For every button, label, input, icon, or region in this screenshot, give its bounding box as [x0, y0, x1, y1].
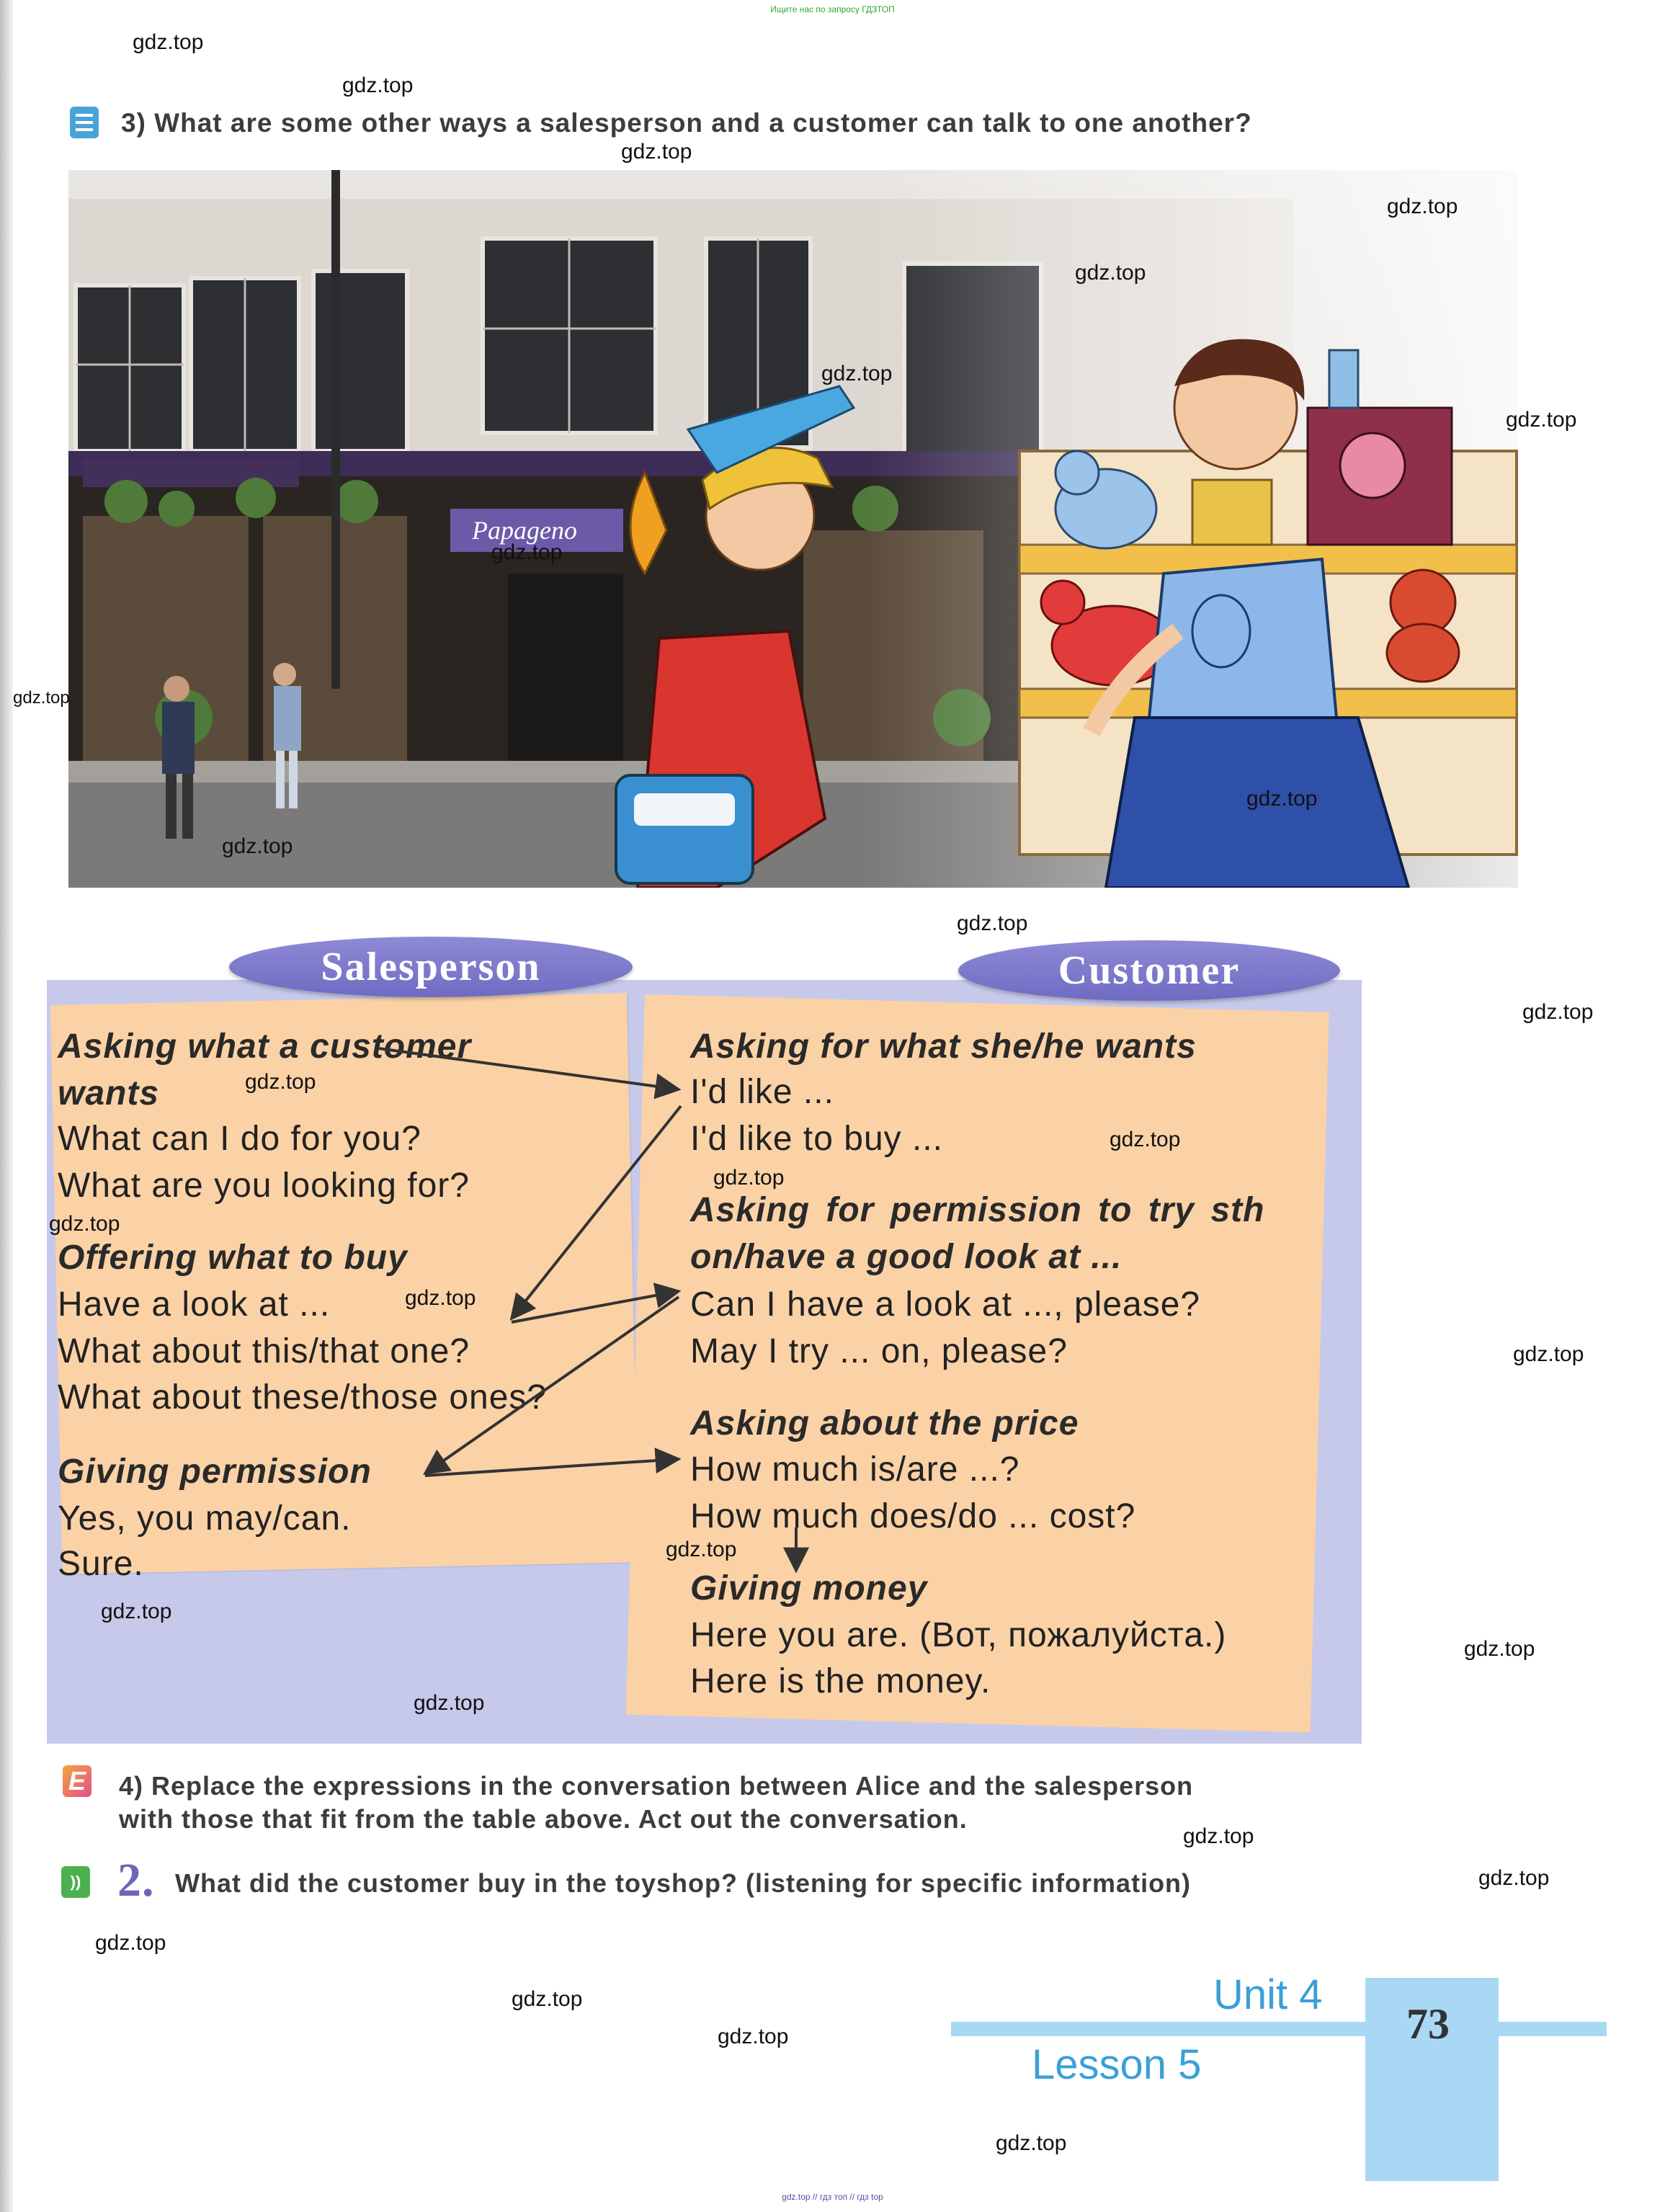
watermark: gdz.top: [996, 2131, 1067, 2155]
watermark: gdz.top: [1506, 408, 1577, 432]
watermark: gdz.top: [957, 911, 1028, 935]
watermark: gdz.top: [1464, 1637, 1535, 1661]
customer-title: Customer: [958, 940, 1340, 1001]
customer-heading-permission-cont: on/have a good look at ...: [690, 1238, 1122, 1276]
salesperson-heading-asking: Asking what a customer: [58, 1027, 472, 1066]
customer-heading-permission: Asking for permission to try sth: [690, 1191, 1265, 1229]
watermark: gdz.top: [718, 2025, 789, 2048]
watermark: gdz.top: [821, 362, 893, 385]
salesperson-heading-offering: Offering what to buy: [58, 1239, 408, 1277]
customer-phrase: How much is/are ...?: [690, 1450, 1020, 1489]
customer-heading-money: Giving money: [690, 1569, 928, 1607]
watermark: gdz.top: [222, 834, 293, 858]
bottom-banner: gdz.top // гдз топ // гдз top: [782, 2192, 883, 2202]
arrow-asking-to-id-like: [378, 1048, 679, 1089]
task-3-heading: 3) What are some other ways a salesperson and a customer can talk to one another?: [121, 108, 1252, 138]
watermark: gdz.top: [666, 1538, 737, 1561]
watermark: gdz.top: [512, 1987, 583, 2011]
arrow-id-like-to-offering: [512, 1106, 681, 1319]
salesperson-phrase: What about this/that one?: [58, 1332, 470, 1370]
salesperson-phrase: Yes, you may/can.: [58, 1499, 352, 1538]
watermark: gdz.top: [1246, 787, 1318, 811]
watermark: gdz.top: [491, 540, 563, 564]
page-number: 73: [1406, 2000, 1450, 2048]
watermark: gdz.top: [1110, 1128, 1181, 1151]
watermark: gdz.top: [245, 1070, 316, 1094]
customer-phrase: How much does/do ... cost?: [690, 1497, 1136, 1535]
lesson-label: Lesson 5: [1032, 2041, 1202, 2088]
salesperson-phrase: Have a look at ...: [58, 1285, 331, 1324]
arrow-giving-to-price: [425, 1459, 679, 1476]
salesperson-phrase: What about these/those ones?: [58, 1378, 548, 1417]
customer-phrase: Can I have a look at ..., please?: [690, 1285, 1201, 1324]
watermark: gdz.top: [1387, 195, 1458, 218]
watermark: gdz.top: [95, 1931, 166, 1955]
watermark: gdz.top: [414, 1691, 485, 1715]
salesperson-phrase: Sure.: [58, 1545, 144, 1583]
watermark: gdz.top: [1522, 1000, 1594, 1024]
customer-phrase: I'd like to buy ...: [690, 1120, 943, 1158]
task-2-number: 2.: [117, 1854, 155, 1906]
arrow-permission-to-giving: [425, 1297, 679, 1473]
salesperson-phrase: What are you looking for?: [58, 1167, 470, 1205]
salesperson-heading-permission: Giving permission: [58, 1453, 372, 1491]
watermark: gdz.top: [1513, 1342, 1584, 1366]
audio-icon: )): [61, 1866, 90, 1898]
watermark: gdz.top: [49, 1212, 120, 1236]
watermark: gdz.top: [405, 1286, 476, 1310]
watermark: gdz.top: [1075, 261, 1146, 285]
customer-heading-wants: Asking for what she/he wants: [690, 1027, 1197, 1066]
customer-phrase: I'd like ...: [690, 1073, 834, 1111]
watermark: gdz.top: [1478, 1866, 1550, 1890]
watermark: gdz.top: [101, 1600, 172, 1623]
customer-phrase: May I try ... on, please?: [690, 1332, 1068, 1370]
watermark: gdz.top: [1183, 1824, 1254, 1848]
customer-phrase: Here is the money.: [690, 1662, 991, 1700]
watermark: gdz.top: [133, 30, 204, 54]
task-4-line-1: 4) Replace the expressions in the conversation between Alice and the salesperson: [119, 1771, 1194, 1801]
top-banner: Ищите нас по запросу ГДЗТОП: [770, 4, 895, 14]
salesperson-heading-asking-cont: wants: [58, 1074, 160, 1112]
salesperson-title: Salesperson: [229, 937, 633, 997]
watermark: gdz.top: [621, 140, 692, 164]
salesperson-phrase: What can I do for you?: [58, 1120, 421, 1158]
task-4-line-2: with those that fit from the table above. Act out the conversation.: [119, 1804, 968, 1834]
task-2-text: What did the customer buy in the toyshop? (listening for specific information): [175, 1868, 1192, 1898]
customer-phrase: Here you are. (Вот, пожалуйста.): [690, 1616, 1227, 1654]
customer-heading-price: Asking about the price: [690, 1404, 1079, 1442]
unit-label: Unit 4: [1213, 1971, 1323, 2018]
watermark: gdz.top: [13, 688, 70, 708]
footer-bar: [951, 2022, 1607, 2036]
watermark: gdz.top: [342, 73, 414, 97]
arrow-offering-to-permission: [512, 1291, 679, 1322]
watermark: gdz.top: [713, 1166, 785, 1190]
e-task-icon: E: [63, 1765, 91, 1797]
